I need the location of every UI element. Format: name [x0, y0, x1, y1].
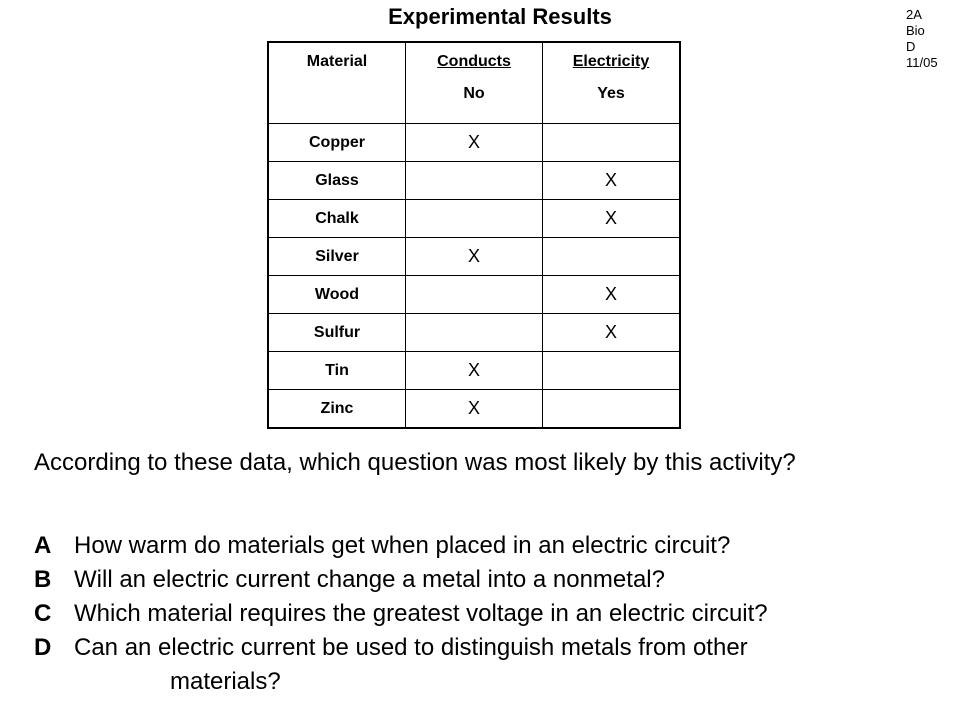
yes-cell: X [543, 200, 681, 238]
choice-letter: B [34, 566, 52, 593]
header-electricity-label: Electricity [572, 53, 650, 70]
no-cell [406, 314, 543, 352]
no-cell [406, 276, 543, 314]
corner-note-line: D [906, 39, 916, 54]
choice-text: Which material requires the greatest voltage in an electric circuit? [74, 600, 768, 627]
results-table [267, 41, 681, 429]
header-no-label: No [463, 85, 485, 102]
material-cell: Tin [268, 352, 406, 390]
corner-note [906, 7, 938, 71]
choice-a[interactable] [34, 529, 944, 563]
choice-text: How warm do materials get when placed in an electric circuit? [74, 532, 731, 559]
material-cell: Glass [268, 162, 406, 200]
yes-cell: X [543, 162, 681, 200]
table-row [268, 314, 680, 352]
header-no [406, 42, 543, 124]
choice-letter: A [34, 532, 52, 559]
choice-d[interactable] [34, 631, 944, 665]
choice-letter: C [34, 600, 52, 627]
material-cell: Copper [268, 124, 406, 162]
table-header-row [268, 42, 680, 124]
page-title: Experimental Results [388, 4, 612, 29]
answer-choices [34, 529, 944, 699]
corner-note-line: 11/05 [906, 55, 938, 70]
table-row [268, 162, 680, 200]
material-cell: Sulfur [268, 314, 406, 352]
no-cell [406, 200, 543, 238]
choice-b[interactable] [34, 563, 944, 597]
no-cell: X [406, 352, 543, 390]
header-yes-label: Yes [597, 85, 625, 102]
header-conducts-label: Conducts [437, 53, 511, 70]
choice-c[interactable] [34, 597, 944, 631]
material-cell: Zinc [268, 390, 406, 429]
no-cell: X [406, 238, 543, 276]
yes-cell [543, 124, 681, 162]
table-row [268, 390, 680, 429]
material-cell: Wood [268, 276, 406, 314]
no-cell: X [406, 390, 543, 429]
table-row [268, 238, 680, 276]
choice-text: Will an electric current change a metal into a nonmetal? [74, 566, 665, 593]
choice-text: Can an electric current be used to distinguish metals from other [74, 634, 748, 661]
header-material [268, 42, 406, 124]
yes-cell: X [543, 314, 681, 352]
yes-cell [543, 390, 681, 429]
yes-cell: X [543, 276, 681, 314]
choice-letter: D [34, 634, 52, 661]
table-row [268, 200, 680, 238]
header-yes [543, 42, 681, 124]
question-text: According to these data, which question was most likely by this activity? [34, 449, 796, 476]
material-cell: Chalk [268, 200, 406, 238]
yes-cell [543, 352, 681, 390]
no-cell: X [406, 124, 543, 162]
corner-note-line: 2A [906, 7, 922, 22]
corner-note-line: Bio [906, 23, 925, 38]
yes-cell [543, 238, 681, 276]
table-row [268, 352, 680, 390]
table-row [268, 124, 680, 162]
material-cell: Silver [268, 238, 406, 276]
header-material-label: Material [306, 53, 368, 70]
no-cell [406, 162, 543, 200]
choice-text-continuation: materials? [170, 668, 281, 695]
choice-d-continuation [34, 665, 944, 699]
table-row [268, 276, 680, 314]
